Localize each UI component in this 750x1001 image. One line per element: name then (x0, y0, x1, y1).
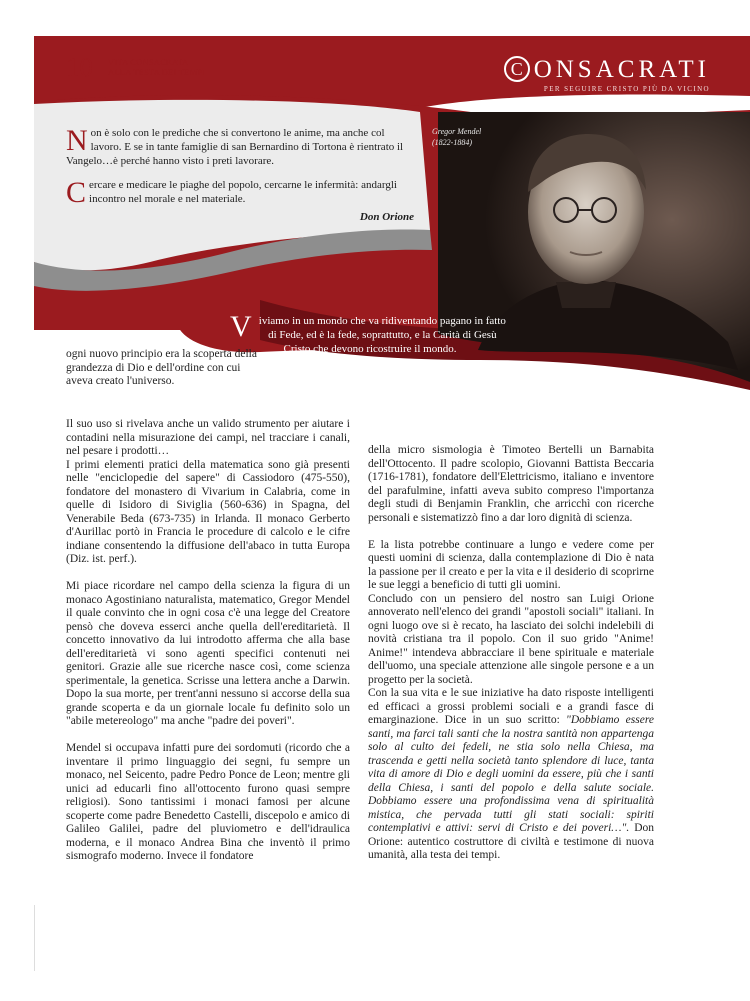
quote-bottom-attribution: Don Orione (455, 361, 510, 373)
column1-paragraph-2: I primi elementi pratici della matematica sono già presenti nelle "enciclopedie del sapere" di Cassiodoro (475-550), fondatore del monastero di Vivarium in Calabria, come in quelle di Isidoro di Siviglia (560-636) in Spagna, del Venerabile Beda (673-735) in Irlanda. Il monaco Gerberto d'Aurillac portò in Francia le procedure di calcolo e le cifre indiane consentendo la diffusione dell'abaco in tutta Europa (Diz. ist. perf.). (66, 458, 350, 565)
quote-bottom (230, 310, 510, 374)
brand-logo (504, 56, 710, 93)
margin-line (34, 905, 35, 971)
quote-top-paragraph-1: on è solo con le prediche che si convertono le anime, ma anche col lavoro. E se in tante famiglie di san Bernardino di Tortona è rientrato il Vangelo…è perché hanno visto i preti lavorare. (66, 127, 404, 167)
column2-paragraph-1: della micro sismologia è Timoteo Bertelli un Barnabita dell'Ottocento. Il padre scolopio, Giovanni Battista Beccaria (1716-1781), fondatore dell'Elettricismo, italiano e inventore del parafulmine, infatti aveva subito compreso l'importanza degli studi di Benjamin Franklin, che arricchì con ricerche personali e sistematizzò fino a dar loro dignità di scienza. (368, 444, 654, 524)
quote-top-paragraph-2: ercare e medicare le piaghe del popolo, cercarne le infermità: andargli incontro nel morale e nel materiale. (89, 179, 397, 205)
section-label (108, 57, 205, 77)
section-label-line2: ALLA TESTA DEI TEMPI (108, 67, 206, 77)
section-label-line1: VITA CONSACRATA (108, 57, 189, 67)
page-number: 10 (66, 52, 93, 82)
column1-paragraph-3: Mi piace ricordare nel campo della scienza la figura di un monaco Agostiniano naturalista, matematico, Gregor Mendel il quale convinto che in ogni cosa c'è una legge del Creatore pensò che doveva esserci anche quella dell'ereditarietà. Il concetto innovativo da lui introdotto afferma che alla base dell'ereditarietà vi sono agenti specifici contenuti nei genitori. Grazie alle sue ricerche nasce così, come scienza sperimentale, la genetica. Scrisse una lettera anche a Darwin. Dopo la sua morte, per trent'anni nessuno si accorse della sua grande scoperta e da un giornale locale fu definito solo un "abile metereologo" ma anche "padre dei poveri". (66, 580, 350, 727)
quote-top (66, 126, 414, 224)
quote-top-attribution: Don Orione (359, 211, 414, 223)
brand-tagline: PER SEGUIRE CRISTO PIÙ DA VICINO (543, 85, 710, 93)
column2-paragraph-3: Concludo con un pensiero del nostro san Luigi Orione annoverato nell'elenco dei grandi "apostoli sociali" italiani. In ogni luogo ove si è recato, ha lasciato dei solchi indelebili di novità cristiana tra il popolo. Con il suo grido "Anime! Anime!" intendeva abbracciare il bene spirituale e materiale dell'uomo, una speciale attenzione alle singole persone e a un progetto per la società. (368, 592, 654, 686)
dropcap: V (230, 310, 252, 343)
column2-p4-end: Don Orione: autentico costruttore di civiltà e testimone di nuova umanità, alla testa dei tempi. (368, 822, 654, 861)
brand-c-emblem: C (504, 56, 530, 82)
column2-p4-start: Con la sua vita e le sue iniziative ha dato risposte intelligenti ed efficaci a grossi problemi sociali e a grandi fasce di emarginazione. Dice in un suo scritto: (368, 687, 654, 726)
photo-caption (432, 126, 481, 148)
column2-paragraph-2: E la lista potrebbe continuare a lungo e vedere come per questi uomini di scienza, dalla contemplazione di Dio è nata la passione per il creato e per la vita e il desiderio di scoprirne le sue leggi a beneficio di tutti gli uomini. (368, 538, 654, 591)
brand-name-rest: ONSACRATI (533, 55, 710, 83)
dropcap: N (66, 124, 88, 157)
column1-paragraph-1: Il suo uso si rivelava anche un valido strumento per aiutare i contadini nella misurazione dei campi, nel tracciare i canali, nel pesare i prodotti… (66, 418, 350, 457)
caption-name: Gregor Mendel (432, 127, 482, 136)
caption-years: (1822-1884) (432, 138, 472, 147)
quote-bottom-text: iviamo in un mondo che va ridiventando pagano in fatto di Fede, ed è la fede, soprattutto, e la Carità di Gesù Cristo che devono ricostruire il mondo. (258, 315, 506, 355)
intro-paragraph: ogni nuovo principio era la scoperta della grandezza di Dio e dell'ordine con cui aveva creato l'universo. (66, 348, 257, 387)
article-column-2 (368, 444, 654, 863)
article-column-1 (66, 418, 350, 864)
column2-paragraph-4 (368, 687, 654, 863)
orione-quote-italic: "Dobbiamo essere santi, ma farci tali santi che la nostra santità non appartenga solo al culto dei fedeli, ne stia solo nella Chiesa, ma trascenda e getti nella società tanto splendore di luce, tanta vita di amore di Dio e degli uomini da essere, più che i santi della Chiesa, i santi del popolo e della salute sociale. Dobbiamo essere una profondissima vena di spiritualità mistica, che pervada tutti gli stati sociali: spiriti contemplativi e attivi: servi di Cristo e dei poveri…". (368, 714, 654, 834)
column1-paragraph-4: Mendel si occupava infatti pure dei sordomuti (ricordo che a inventare il primo linguaggio dei segni, fu sempre un monaco, nel Seicento, padre Pedro Ponce de Leon; mentre gli unici ad educarli fino all'ottocento furono quasi sempre religiosi). Sono tantissimi i monaci famosi per alcune scoperte come padre Benedetto Castelli, discepolo e amico di Galileo Galilei, padre del pluviometro e dell'idraulica moderna, e il monaco Andrea Bina che inventò il primo sismografo moderno. Invece il fondatore (66, 742, 350, 862)
dropcap: C (66, 176, 87, 209)
portrait-collar (556, 282, 616, 308)
